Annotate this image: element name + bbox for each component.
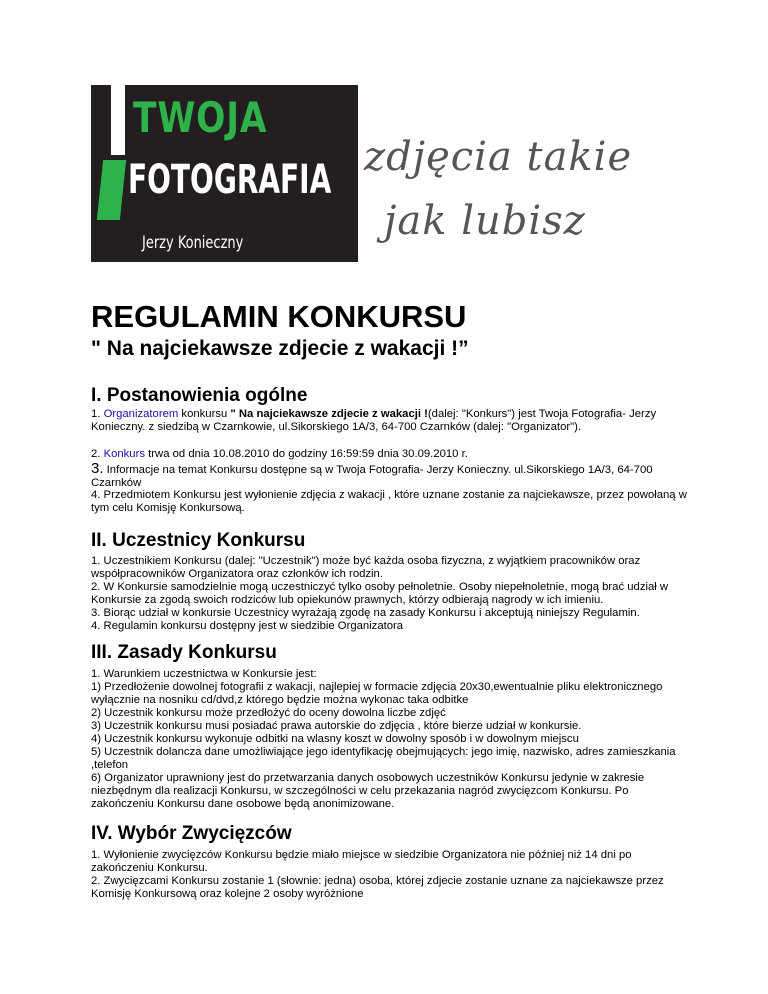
- contest-name: " Na najciekawsze zdjecie z wakacji !: [230, 408, 428, 420]
- section-1-heading: I. Postanowienia ogólne: [91, 385, 308, 406]
- section-2-paragraph-1: 1. Uczestnikiem Konkursu (dalej: "Uczestnik") może być każda osoba fizyczna, z wyjątkiem pracowników oraz współpracowników Organizatora oraz członków ich rodzin.: [91, 555, 641, 580]
- section-3-line-5: 5) Uczestnik dolancza dane umożliwiające jego identyfikację obejmujących: jego imię, nazwisko, adres zamieszkania ,telefon: [91, 746, 676, 771]
- section-3-line-6: 6) Organizator uprawniony jest do przetwarzania danych osobowych uczestników Konkursu jedynie w zakresie niezbędnym dla realizacji Konkursu, w szczególności w celu przekazania nagród zwycięzcom Konkursu. Po zakończeniu Konkursu dane osobowe będą anonimizowane.: [91, 772, 645, 810]
- section-2-paragraph-3: 3. Biorąc udział w konkursie Uczestnicy wyrażają zgodę na zasady Konkursu i akceptują niniejszy Regulamin.: [91, 607, 640, 619]
- page-subtitle: " Na najciekawsze zdjecie z wakacji !”: [91, 337, 469, 360]
- section-1-paragraph-4: 4. Przedmiotem Konkursu jest wyłonienie zdjęcia z wakacji , które uznane zostanie za najciekawsze, przez powołaną w tym celu Komisję Konkursową.: [91, 489, 687, 514]
- organizator-link[interactable]: Organizatorem: [103, 408, 179, 420]
- paragraph-number: 2.: [91, 448, 104, 460]
- section-3-line-4: 4) Uczestnik konkursu wykonuje odbitki na wlasny koszt w dowolny sposób i w dowolnym miejscu: [91, 733, 579, 745]
- logo-text-twoja: TWOJA: [133, 93, 268, 142]
- slogan-line-1: zdjęcia takie: [364, 134, 633, 180]
- section-4-paragraph-1: 1. Wyłonienie zwycięzców Konkursu będzie miało miejsce w siedzibie Organizatora nie później niż 14 dni po zakończeniu Konkursu.: [91, 849, 632, 874]
- slogan-line-2: jak lubisz: [384, 198, 586, 244]
- konkurs-link[interactable]: Konkurs: [103, 448, 146, 460]
- section-2-heading: II. Uczestnicy Konkursu: [91, 530, 306, 551]
- section-1-paragraph-1: [91, 408, 691, 434]
- section-3-line-3: 3) Uczestnik konkursu musi posiadać prawa autorskie do zdjęcia , które bierze udział w konkursie.: [91, 720, 582, 732]
- section-4-paragraph-2: 2. Zwycięzcami Konkursu zostanie 1 (słownie: jedna) osoba, której zdjecie zostanie uznane za najciekawsze przez Komisję Konkursową oraz kolejne 2 osoby wyróżnione: [91, 875, 664, 900]
- page-title: REGULAMIN KONKURSU: [91, 299, 467, 334]
- section-2-paragraph-4: 4. Regulamin konkursu dostępny jest w siedzibie Organizatora: [91, 620, 404, 632]
- paragraph-number: 1.: [91, 408, 104, 420]
- section-2-paragraph-2: 2. W Konkursie samodzielnie mogą uczestniczyć tylko osoby pełnoletnie. Osoby niepełnoletnie, mogą brać udział w Konkursie za zgodą swoich rodziców lub opiekunów prawnych, którzy odbierają nagrody w ich imieniu.: [91, 581, 669, 606]
- logo-text-name: Jerzy Konieczny: [142, 233, 244, 253]
- section-3-line-1: 1) Przedłożenie dowolnej fotografii z wakacji, najlepiej w formacie zdjęcia 20x30,ewentualnie pliku elektronicznego wyłącznie na nosniku cd/dvd,z którego będzie można wykonac taka odbitke: [91, 681, 663, 706]
- section-3-heading: III. Zasady Konkursu: [91, 642, 277, 663]
- section-1-paragraph-3: [91, 462, 691, 490]
- paragraph-text: (dalej: "Konkurs") jest Twoja Fotografia- Jerzy Konieczny. z siedzibą w Czarnkowie, ul.Sikorskiego 1A/3, 64-700 Czarnków (dalej: "Organizator").: [91, 408, 657, 433]
- paragraph-text: konkursu: [178, 408, 231, 420]
- section-1-paragraph-2: [91, 448, 691, 461]
- paragraph-text: Informacje na temat Konkursu dostępne są w Twoja Fotografia- Jerzy Konieczny. ul.Sikorskiego 1A/3, 64-700 Czarnków: [91, 464, 653, 489]
- logo-white-stripe: [111, 85, 125, 155]
- section-3-line-2: 2) Uczestnik konkursu może przedłożyć do oceny dowolna liczbe zdjęć: [91, 707, 446, 719]
- paragraph-text: trwa od dnia 10.08.2010 do godziny 16:59:59 dnia 30.09.2010 r.: [145, 448, 468, 460]
- paragraph-number: 3.: [91, 460, 104, 477]
- section-3-line-0: 1. Warunkiem uczestnictwa w Konkursie jest:: [91, 668, 317, 680]
- logo-text-fotografia: FOTOGRAFIA: [128, 157, 332, 203]
- section-4-heading: IV. Wybór Zwycięzców: [91, 823, 292, 844]
